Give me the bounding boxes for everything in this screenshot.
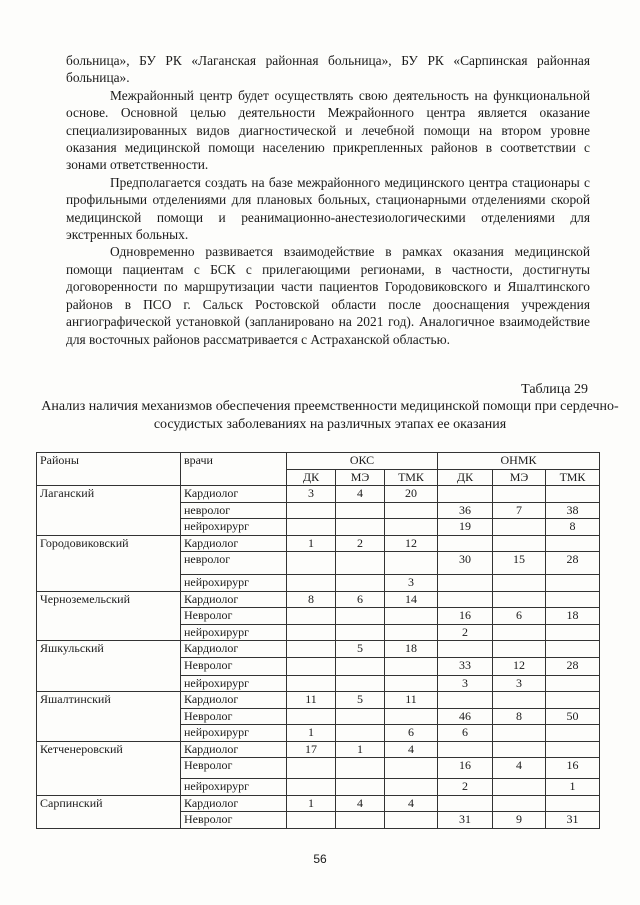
value-cell (546, 575, 600, 592)
value-cell: 5 (336, 692, 385, 709)
doctor-cell: Невролог (181, 758, 287, 779)
value-cell (287, 575, 336, 592)
oks-header: ОКС (287, 453, 438, 470)
district-cell: Яшкульский (37, 641, 181, 692)
value-cell: 4 (385, 795, 438, 812)
value-cell (546, 535, 600, 552)
table-row (37, 591, 600, 608)
value-cell: 2 (438, 624, 493, 641)
subheader-cell: МЭ (336, 469, 385, 486)
value-cell: 11 (287, 692, 336, 709)
value-cell (336, 502, 385, 519)
doctor-cell: Невролог (181, 812, 287, 829)
value-cell: 12 (493, 657, 546, 675)
district-cell: Черноземельский (37, 591, 181, 641)
value-cell (438, 486, 493, 503)
value-cell (336, 575, 385, 592)
district-cell: Городовиковский (37, 535, 181, 591)
doctor-cell: невролог (181, 552, 287, 575)
value-cell (438, 575, 493, 592)
value-cell (546, 675, 600, 692)
value-cell (336, 675, 385, 692)
doctor-cell: Кардиолог (181, 591, 287, 608)
value-cell (385, 675, 438, 692)
value-cell (287, 779, 336, 796)
value-cell: 50 (546, 708, 600, 725)
value-cell: 14 (385, 591, 438, 608)
value-cell (546, 725, 600, 742)
value-cell (385, 552, 438, 575)
value-cell: 12 (385, 535, 438, 552)
value-cell: 1 (287, 535, 336, 552)
data-table (36, 452, 600, 829)
table-row (37, 741, 600, 758)
district-cell: Кетченеровский (37, 741, 181, 795)
value-cell (546, 692, 600, 709)
value-cell (385, 758, 438, 779)
value-cell: 3 (385, 575, 438, 592)
value-cell (385, 519, 438, 536)
value-cell (493, 486, 546, 503)
value-cell (546, 741, 600, 758)
value-cell: 6 (438, 725, 493, 742)
doctor-cell: Кардиолог (181, 486, 287, 503)
value-cell: 15 (493, 552, 546, 575)
value-cell (287, 608, 336, 625)
value-cell: 4 (336, 486, 385, 503)
paragraph: Предполагается создать на базе межрайонного медицинского центра стационары с профильными отделениями для плановых больных, стационарными отделениями скорой медицинской помощи и реанимационно-анестезиологическими отделениями для экстренных больных. (66, 174, 590, 243)
subheader-cell: МЭ (493, 469, 546, 486)
subheader-cell: ТМК (546, 469, 600, 486)
value-cell: 8 (493, 708, 546, 725)
value-cell (438, 692, 493, 709)
value-cell: 17 (287, 741, 336, 758)
value-cell: 18 (385, 641, 438, 658)
value-cell: 4 (336, 795, 385, 812)
value-cell (336, 657, 385, 675)
doctor-cell: нейрохирург (181, 779, 287, 796)
header-row (37, 453, 600, 470)
district-cell: Лаганский (37, 486, 181, 536)
value-cell: 1 (287, 795, 336, 812)
value-cell (438, 741, 493, 758)
table-title: Анализ наличия механизмов обеспечения преемственности медицинской помощи при сердечно-сосудистых заболеваниях на различных этапах ее оказания (41, 399, 619, 432)
value-cell (287, 552, 336, 575)
value-cell: 2 (438, 779, 493, 796)
value-cell (546, 624, 600, 641)
value-cell: 36 (438, 502, 493, 519)
doctor-cell: нейрохирург (181, 624, 287, 641)
table-row (37, 692, 600, 709)
value-cell: 3 (287, 486, 336, 503)
value-cell: 8 (287, 591, 336, 608)
doctor-cell: Невролог (181, 708, 287, 725)
value-cell (438, 641, 493, 658)
value-cell (493, 741, 546, 758)
table-row (37, 795, 600, 812)
doctor-cell: Невролог (181, 608, 287, 625)
value-cell (336, 725, 385, 742)
value-cell (493, 591, 546, 608)
value-cell (336, 812, 385, 829)
value-cell (336, 552, 385, 575)
subheader-cell: ТМК (385, 469, 438, 486)
value-cell (493, 519, 546, 536)
value-cell (287, 812, 336, 829)
table-caption: Таблица 29 (521, 382, 588, 397)
doctor-cell: Кардиолог (181, 692, 287, 709)
doctors-header: врачи (181, 453, 287, 486)
value-cell (493, 779, 546, 796)
value-cell: 4 (385, 741, 438, 758)
district-cell: Яшалтинский (37, 692, 181, 742)
paragraph: Одновременно развивается взаимодействие в рамках оказания медицинской помощи пациентам с БСК с прилегающими регионами, в частности, достигнуты договоренности по маршрутизации части пациентов Городовиковского и Яшалтинского районов в ПСО г. Сальск Ростовской области после дооснащения учреждения ангиографической установкой (запланировано на 2021 год). Аналогичное взаимодействие для восточных районов рассматривается с Астраханской областью. (66, 244, 590, 347)
value-cell (385, 608, 438, 625)
value-cell: 16 (438, 758, 493, 779)
value-cell: 31 (546, 812, 600, 829)
value-cell (336, 519, 385, 536)
districts-header: Районы (37, 453, 181, 486)
value-cell: 11 (385, 692, 438, 709)
value-cell: 2 (336, 535, 385, 552)
value-cell (546, 795, 600, 812)
value-cell: 31 (438, 812, 493, 829)
value-cell (336, 608, 385, 625)
value-cell (546, 591, 600, 608)
value-cell (438, 795, 493, 812)
value-cell (385, 624, 438, 641)
value-cell (493, 725, 546, 742)
value-cell (287, 708, 336, 725)
value-cell (385, 779, 438, 796)
value-cell (287, 657, 336, 675)
value-cell (493, 535, 546, 552)
doctor-cell: Кардиолог (181, 795, 287, 812)
value-cell: 20 (385, 486, 438, 503)
value-cell: 6 (385, 725, 438, 742)
value-cell: 16 (438, 608, 493, 625)
value-cell: 33 (438, 657, 493, 675)
value-cell: 3 (493, 675, 546, 692)
doctor-cell: нейрохирург (181, 519, 287, 536)
table-row (37, 641, 600, 658)
value-cell: 7 (493, 502, 546, 519)
value-cell (287, 519, 336, 536)
value-cell (287, 502, 336, 519)
onmk-header: ОНМК (438, 453, 600, 470)
subheader-cell: ДК (287, 469, 336, 486)
table-row (37, 535, 600, 552)
value-cell (385, 657, 438, 675)
body-text (66, 52, 590, 348)
value-cell (385, 708, 438, 725)
doctor-cell: Кардиолог (181, 535, 287, 552)
value-cell (546, 641, 600, 658)
value-cell (385, 812, 438, 829)
value-cell (385, 502, 438, 519)
paragraph: больница», БУ РК «Лаганская районная больница», БУ РК «Сарпинская районная больница». (66, 53, 590, 86)
value-cell: 28 (546, 657, 600, 675)
value-cell: 18 (546, 608, 600, 625)
district-cell: Сарпинский (37, 795, 181, 828)
value-cell (493, 624, 546, 641)
value-cell: 8 (546, 519, 600, 536)
value-cell: 6 (493, 608, 546, 625)
value-cell: 4 (493, 758, 546, 779)
doctor-cell: нейрохирург (181, 575, 287, 592)
value-cell: 19 (438, 519, 493, 536)
value-cell (493, 641, 546, 658)
value-cell (336, 779, 385, 796)
value-cell: 38 (546, 502, 600, 519)
value-cell (336, 624, 385, 641)
value-cell (493, 795, 546, 812)
value-cell: 28 (546, 552, 600, 575)
value-cell (438, 535, 493, 552)
value-cell (287, 624, 336, 641)
value-cell: 16 (546, 758, 600, 779)
value-cell: 5 (336, 641, 385, 658)
value-cell: 1 (336, 741, 385, 758)
doctor-cell: нейрохирург (181, 725, 287, 742)
paragraph: Межрайонный центр будет осуществлять свою деятельность на функциональной основе. Основной целью деятельности Межрайонного центра является оказание специализированных видов диагностической и лечебной помощи на втором уровне оказания медицинской помощи населению прикрепленных районов в соответствии с зонами ответственности. (66, 87, 590, 173)
value-cell (493, 575, 546, 592)
value-cell (287, 641, 336, 658)
value-cell (287, 758, 336, 779)
doctor-cell: Кардиолог (181, 741, 287, 758)
value-cell: 46 (438, 708, 493, 725)
value-cell: 9 (493, 812, 546, 829)
value-cell (438, 591, 493, 608)
table-row (37, 486, 600, 503)
value-cell (287, 675, 336, 692)
value-cell: 1 (546, 779, 600, 796)
doctor-cell: Кардиолог (181, 641, 287, 658)
value-cell: 6 (336, 591, 385, 608)
doctor-cell: невролог (181, 502, 287, 519)
subheader-cell: ДК (438, 469, 493, 486)
value-cell (336, 708, 385, 725)
doctor-cell: Невролог (181, 657, 287, 675)
value-cell: 1 (287, 725, 336, 742)
page-number: 56 (313, 852, 327, 866)
doctor-cell: нейрохирург (181, 675, 287, 692)
value-cell: 3 (438, 675, 493, 692)
value-cell (336, 758, 385, 779)
value-cell (546, 486, 600, 503)
value-cell: 30 (438, 552, 493, 575)
value-cell (493, 692, 546, 709)
